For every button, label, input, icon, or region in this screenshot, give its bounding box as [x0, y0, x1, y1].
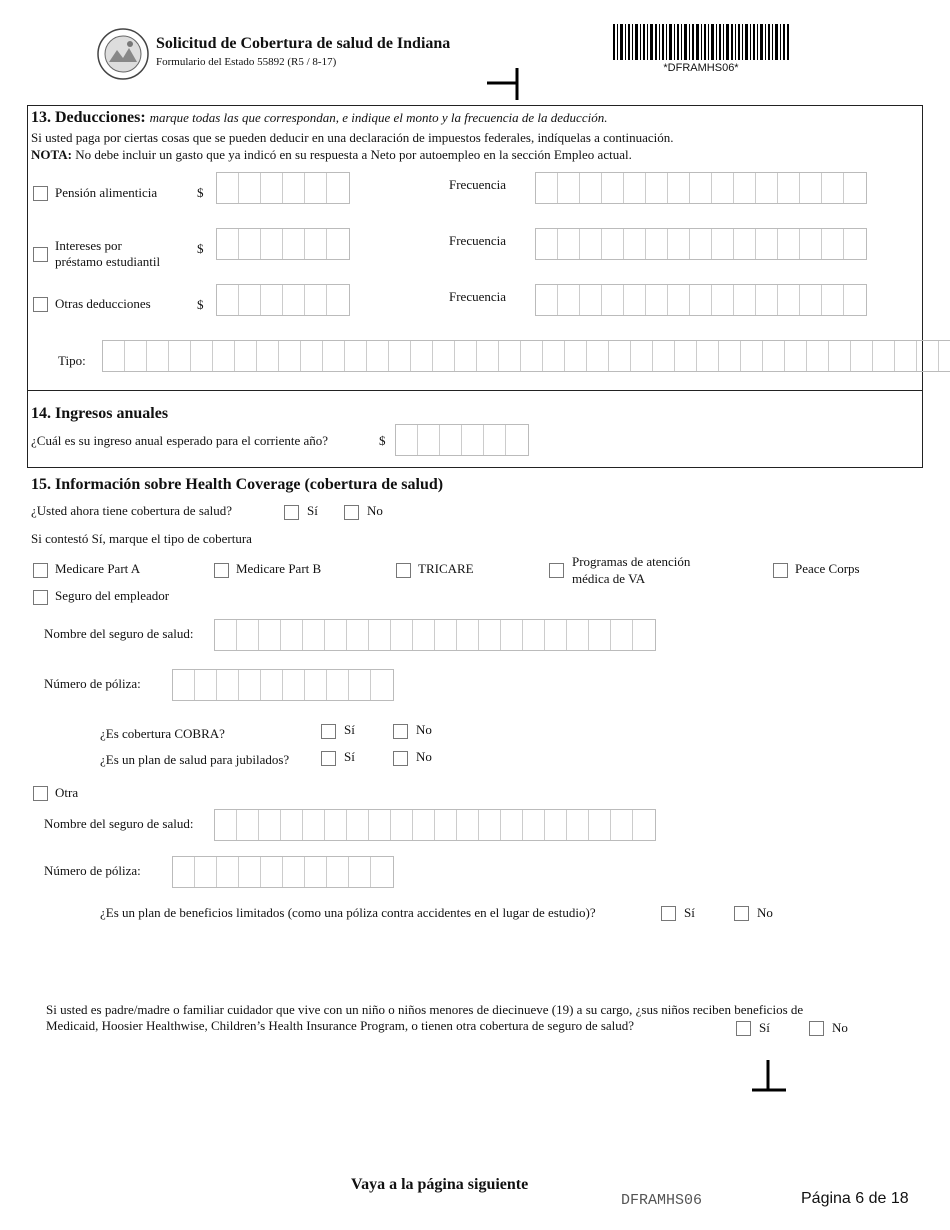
insurer-name-input[interactable]	[214, 619, 656, 651]
label-peace-corps: Peace Corps	[795, 561, 860, 576]
label-no: No	[757, 905, 773, 920]
frequency-label: Frecuencia	[449, 233, 507, 248]
frequency-label: Frecuencia	[449, 289, 507, 304]
label-other-deductions: Otras deducciones	[55, 296, 151, 311]
checkbox-cobra-no[interactable]	[393, 724, 408, 739]
form-code: DFRAMHS06	[621, 1192, 703, 1209]
label-student-loan-1: Intereses por	[55, 238, 122, 253]
amount-child-support[interactable]	[216, 172, 350, 204]
section-14-title: 14. Ingresos anuales	[31, 405, 169, 422]
label-va-1: Programas de atención	[572, 554, 691, 569]
label-va-2: médica de VA	[572, 571, 646, 586]
other-insurer-name-input[interactable]	[214, 809, 656, 841]
next-page-text: Vaya a la página siguiente	[351, 1176, 529, 1193]
label-no: No	[832, 1020, 848, 1035]
registration-mark-top	[487, 68, 519, 100]
checkbox-has-coverage-no[interactable]	[344, 505, 359, 520]
checkbox-other-coverage[interactable]	[33, 786, 48, 801]
label-yes: Sí	[759, 1020, 770, 1035]
label-medicare-a: Medicare Part A	[55, 561, 141, 576]
checkbox-other-deductions[interactable]	[33, 297, 48, 312]
form-subtitle: Formulario del Estado 55892 (R5 / 8-17)	[156, 56, 337, 68]
label-no: No	[367, 503, 383, 518]
insurer-name-label: Nombre del seguro de salud:	[44, 626, 194, 641]
policy-number-input[interactable]	[172, 669, 394, 701]
checkbox-limited-yes[interactable]	[661, 906, 676, 921]
section-13-instructions: Si usted paga por ciertas cosas que se pueden deducir en una declaración de impuestos federales, indíquelas a continuación.	[31, 130, 674, 145]
checkbox-tricare[interactable]	[396, 563, 411, 578]
tipo-input[interactable]	[102, 340, 950, 372]
checkbox-medicare-b[interactable]	[214, 563, 229, 578]
label-yes: Sí	[307, 503, 318, 518]
frequency-child-support[interactable]	[535, 172, 867, 204]
form-title: Solicitud de Cobertura de salud de Indiana	[156, 35, 451, 52]
checkbox-peace-corps[interactable]	[773, 563, 788, 578]
frequency-label: Frecuencia	[449, 177, 507, 192]
checkbox-employer[interactable]	[33, 590, 48, 605]
frequency-student-loan[interactable]	[535, 228, 867, 260]
currency-sign: $	[197, 185, 204, 200]
checkbox-children-coverage-yes[interactable]	[736, 1021, 751, 1036]
amount-other-deductions[interactable]	[216, 284, 350, 316]
state-seal	[97, 28, 149, 80]
label-no: No	[416, 722, 432, 737]
checkbox-retiree-no[interactable]	[393, 751, 408, 766]
coverage-type-instruction: Si contestó Sí, marque el tipo de cobertura	[31, 531, 252, 546]
label-employer: Seguro del empleador	[55, 588, 170, 603]
checkbox-child-support[interactable]	[33, 186, 48, 201]
currency-sign: $	[197, 241, 204, 256]
nota-text: No debe incluir un gasto que ya indicó en su respuesta a Neto por autoempleo en la sección Empleo actual.	[75, 147, 632, 162]
label-tricare: TRICARE	[418, 561, 474, 576]
limited-benefits-question: ¿Es un plan de beneficios limitados (como una póliza contra accidentes en el lugar de estudio)?	[100, 905, 596, 920]
currency-sign: $	[379, 433, 386, 448]
other-policy-number-input[interactable]	[172, 856, 394, 888]
page-number: Página 6 de 18	[801, 1190, 909, 1207]
checkbox-retiree-yes[interactable]	[321, 751, 336, 766]
annual-income-question: ¿Cuál es su ingreso anual esperado para el corriente año?	[31, 433, 329, 448]
nota-label: NOTA:	[31, 147, 72, 162]
section-13-note: marque todas las que correspondan, e indique el monto y la frecuencia de la deducción.	[149, 110, 608, 125]
parent-question-line2: Medicaid, Hoosier Healthwise, Children’s Health Insurance Program, o tienen otra cobertura de seguro de salud?	[46, 1018, 635, 1033]
checkbox-cobra-yes[interactable]	[321, 724, 336, 739]
registration-mark-bottom	[752, 1060, 786, 1094]
policy-number-label: Número de póliza:	[44, 676, 141, 691]
checkbox-va[interactable]	[549, 563, 564, 578]
barcode	[613, 24, 789, 60]
checkbox-has-coverage-yes[interactable]	[284, 505, 299, 520]
label-other-coverage: Otra	[55, 785, 79, 800]
annual-income-input[interactable]	[395, 424, 529, 456]
policy-number-label: Número de póliza:	[44, 863, 141, 878]
tipo-label: Tipo:	[58, 353, 86, 368]
has-coverage-question: ¿Usted ahora tiene cobertura de salud?	[31, 503, 233, 518]
parent-question-line1: Si usted es padre/madre o familiar cuidador que vive con un niño o niños menores de diecinueve (19) a su cargo, ¿sus niños reciben beneficios de	[46, 1002, 804, 1017]
currency-sign: $	[197, 297, 204, 312]
checkbox-student-loan[interactable]	[33, 247, 48, 262]
insurer-name-label: Nombre del seguro de salud:	[44, 816, 194, 831]
frequency-other-deductions[interactable]	[535, 284, 867, 316]
barcode-text: *DFRAMHS06*	[663, 62, 739, 74]
checkbox-limited-no[interactable]	[734, 906, 749, 921]
section-13-title: 13. Deducciones:	[31, 109, 146, 126]
label-student-loan-2: préstamo estudiantil	[55, 254, 161, 269]
amount-student-loan[interactable]	[216, 228, 350, 260]
label-child-support: Pensión alimenticia	[55, 185, 158, 200]
label-medicare-b: Medicare Part B	[236, 561, 322, 576]
section-15-title: 15. Información sobre Health Coverage (cobertura de salud)	[31, 476, 444, 493]
label-yes: Sí	[344, 722, 355, 737]
retiree-question: ¿Es un plan de salud para jubilados?	[100, 752, 290, 767]
label-no: No	[416, 749, 432, 764]
label-yes: Sí	[344, 749, 355, 764]
checkbox-medicare-a[interactable]	[33, 563, 48, 578]
cobra-question: ¿Es cobertura COBRA?	[100, 726, 225, 741]
label-yes: Sí	[684, 905, 695, 920]
checkbox-children-coverage-no[interactable]	[809, 1021, 824, 1036]
